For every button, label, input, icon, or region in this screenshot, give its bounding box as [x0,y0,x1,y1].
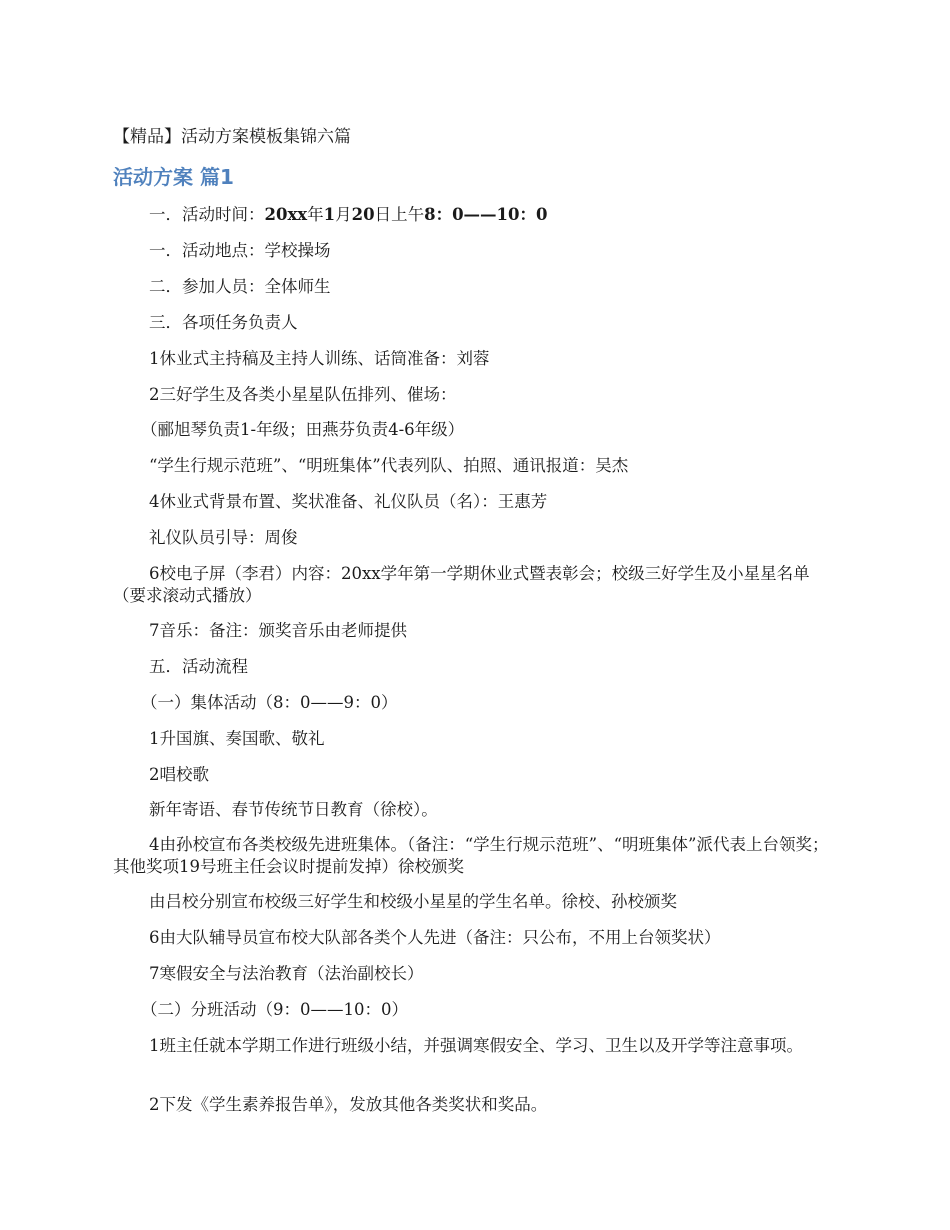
activity-time-line [113,204,835,226]
paragraph-class-activity: （二）分班活动（9：0——10：0） [141,1000,408,1019]
paragraph-step-7: 7寒假安全与法治教育（法治副校长） [149,964,424,983]
activity-month: 1 [323,205,336,224]
activity-day: 20 [351,205,375,224]
month-char: 月 [335,205,352,224]
paragraph-step-3: 新年寄语、春节传统节日教育（徐校）。 [149,800,438,819]
document-title: 【精品】活动方案模板集锦六篇 [113,127,351,147]
paragraph-participants: 二．参加人员：全体师生 [149,277,331,296]
activity-time-prefix: 一．活动时间： [149,205,265,224]
paragraph-item-1: 1休业式主持稿及主持人训练、话筒准备：刘蓉 [149,349,490,368]
year-char: 年 [307,205,324,224]
paragraph-location: 一．活动地点：学校操场 [149,241,331,260]
paragraph-item-2-note: （郦旭琴负责1-年级；田燕芬负责4-6年级） [141,420,465,439]
paragraph-step-2: 2唱校歌 [149,765,209,784]
paragraph-step-4: 4由孙校宣布各类校级先进班集体。（备注：“学生行规示范班”、“明班集体”派代表上台领奖；其他奖项19号班主任会议时提前发掉）徐校颁奖 [113,835,829,876]
paragraph-item-3: “学生行规示范班”、“明班集体”代表列队、拍照、通讯报道：吴杰 [149,456,629,475]
paragraph-process: 五．活动流程 [149,657,248,676]
paragraph-step-5: 由吕校分别宣布校级三好学生和校级小星星的学生名单。徐校、孙校颁奖 [149,892,677,911]
paragraph-step-6: 6由大队辅导员宣布校大队部各类个人先进（备注：只公布，不用上台领奖状） [149,928,721,947]
paragraph-group-activity: （一）集体活动（8：0——9：0） [141,693,398,712]
paragraph-item-4: 4休业式背景布置、奖状准备、礼仪队员（名）：王惠芳 [149,492,548,511]
paragraph-class-step-1: 1班主任就本学期工作进行班级小结，并强调寒假安全、学习、卫生以及开学等注意事项。 [149,1036,803,1055]
paragraph-step-1: 1升国旗、奏国歌、敬礼 [149,729,325,748]
activity-year: 20xx [264,205,308,224]
day-char: 日上午 [374,205,425,224]
paragraph-item-7: 7音乐：备注：颁奖音乐由老师提供 [149,621,407,640]
section-heading: 活动方案 篇1 [113,165,234,189]
activity-time-range: 8：0——10：0 [424,205,548,224]
paragraph-responsibilities: 三．各项任务负责人 [149,313,298,332]
paragraph-class-step-2: 2下发《学生素养报告单》，发放其他各类奖状和奖品。 [149,1095,548,1114]
paragraph-item-2: 2三好学生及各类小星星队伍排列、催场： [149,385,457,404]
paragraph-item-5: 礼仪队员引导：周俊 [149,528,298,547]
paragraph-item-6: 6校电子屏（李君）内容：20xx学年第一学期休业式暨表彰会；校级三好学生及小星星名单（要求滚动式播放） [113,564,810,605]
